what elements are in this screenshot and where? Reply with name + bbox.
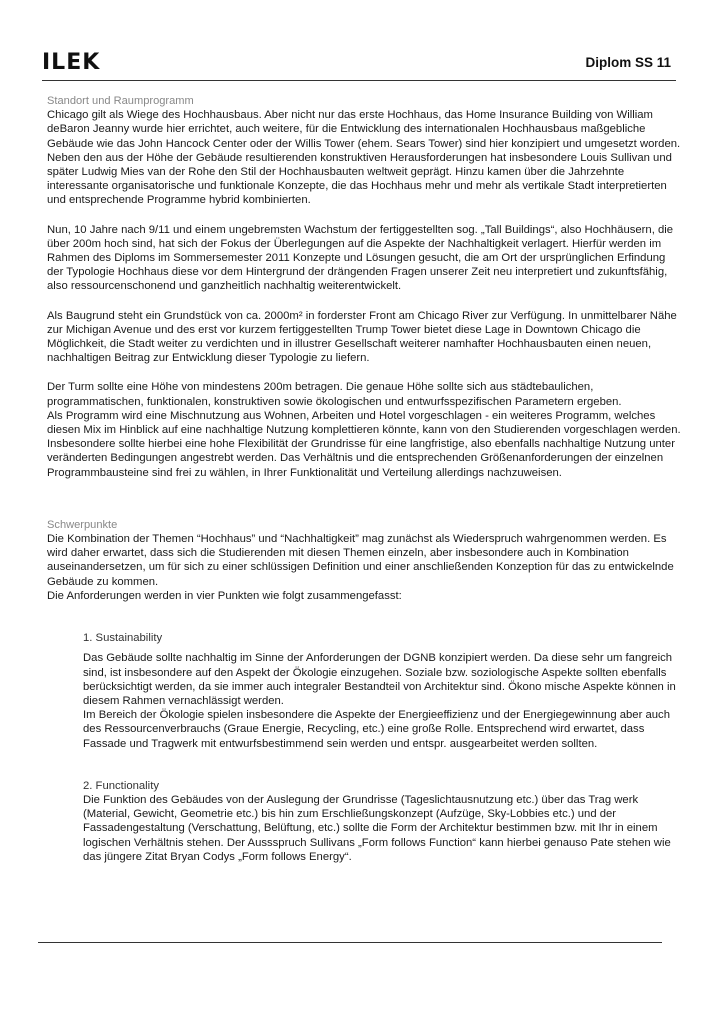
paragraph: Als Baugrund steht ein Grundstück von ca. 2000m² in forderster Front am Chicago River zur Verfügung. In unmittelbarer Nähe zur Michigan Avenue und des erst vor kurzem fertiggestellten Trump Tower bietet diese Lage in Downtown Chicago die Möglichkeit, die Stadt weiter zu verdichten und in illustrer Gesellschaft weiterer namhafter Hochhausbauten einen neuen, nachhaltigen Beitrag zur Entwicklung dieser Typologie zu liefern. bbox=[47, 309, 677, 365]
item-title: 1. Sustainability bbox=[83, 632, 163, 645]
paragraph: Die Anforderungen werden in vier Punkten wie folgt zusammengefasst: bbox=[47, 589, 402, 602]
document-body bbox=[47, 94, 681, 864]
paragraph: Die Funktion des Gebäudes von der Auslegung der Grundrisse (Tageslichtausnutzung etc.) über das Trag werk (Material, Gewicht, Geometrie etc.) bis hin zum Erschließungskonzept (Aufzüge, Sky-Lobbies etc.) und der Fassadengestaltung (Verschattung, Belüftung, etc.) sollte die Form der Architektur bestimmen bzw. mit Ihr in einem logischen Verhältnis stehen. Der Aussspruch Sullivans „Form follows Function“ kann hierbei genauso Pate stehen wie das jüngere Zitat Bryan Codys „Form follows Energy“. bbox=[83, 793, 671, 863]
paragraph: Der Turm sollte eine Höhe von mindestens 200m betragen. Die genaue Höhe sollte sich aus städtebaulichen, programmatischen, funktionalen, konstruktiven sowie ökologischen und entwurfsspezifischen Parametern ergeben. bbox=[47, 381, 622, 408]
item-title: 2. Functionality bbox=[83, 779, 159, 792]
footer-divider bbox=[38, 942, 662, 943]
paragraph: Nun, 10 Jahre nach 9/11 und einem ungebremsten Wachstum der fertiggestellten sog. „Tall Buildings“, also Hochhäusern, die über 200m hoch sind, hat sich der Fokus der Überlegungen auf die Aspekte der Nachhaltigkeit verlagert. Hierfür werden im Rahmen des Diploms im Sommersemester 2011 Konzepte und Lösungen gesucht, die am Ort der ursprünglichen Erfindung der Typologie Hochhaus diese vor dem Hintergrund der drängenden Fragen unserer Zeit neu interpretiert und zukunftsfähig, also ressourcenschonend und ganzheitlich nachhaltig weiterentwickelt. bbox=[47, 223, 674, 293]
ilek-logo: ILEK bbox=[42, 50, 101, 75]
requirement-item-functionality bbox=[83, 779, 683, 864]
document-title: Diplom SS 11 bbox=[585, 55, 671, 70]
header-divider bbox=[42, 80, 676, 81]
paragraph: Die Kombination der Themen “Hochhaus” und “Nachhaltigkeit” mag zunächst als Wiederspruch wahrgenommen werden. Es wird daher erwartet, dass sich die Studierenden mit diesen Themen einzeln, aber insbesondere auch in Kombination auseinandersetzen, um für sich zu einer schlüssigen Definition und einer anschließenden Konzeption für das zu entwickelnde Gebäude zu kommen. bbox=[47, 533, 674, 588]
section-heading-schwerpunkte: Schwerpunkte bbox=[47, 518, 118, 531]
requirement-item-sustainability bbox=[83, 631, 683, 751]
paragraph: Chicago gilt als Wiege des Hochhausbaus. Aber nicht nur das erste Hochhaus, das Home Insurance Building von William deBaron Jeanny wurde hier errichtet, auch weitere, für die Entwicklung des internationalen Hochhausbaus maßgebliche Gebäude wie das John Hancock Center oder der Willis Tower (ehem. Sears Tower) sind hier konzipiert und umgesetzt worden. Neben den aus der Höhe der Gebäude resultierenden konstruktiven Herausforderungen hat insbesondere Louis Sullivan und später Ludwig Mies van der Rohe den Stil der Hochhausbauten weltweit geprägt. Hinzu kamen über die Jahrzehnte interessante organisatorische und funktionale Konzepte, die das Hochhaus mehr und mehr als vertikale Stadt interpretierten und entsprechende Programme hybrid kombinierten. bbox=[47, 109, 681, 207]
paragraph: Als Programm wird eine Mischnutzung aus Wohnen, Arbeiten und Hotel vorgeschlagen - ein weiteres Programm, welches diesen Mix im Hinblick auf eine nachhaltige Nutzung komplettieren könnte, kann von den Studierenden vorgeschlagen werden. Insbesondere sollte hierbei eine hohe Flexibilität der Grundrisse für eine langfristige, also ebenfalls nachhaltige Nutzung unter veränderten Bedingungen angestrebt werden. Das Verhältnis und die entsprechenden Größenanforderungen der einzelnen Programmbausteine sind frei zu wählen, in Ihrer Funktionalität und Verteilung allerdings nachzuweisen. bbox=[47, 409, 681, 479]
section-heading-standort: Standort und Raumprogramm bbox=[47, 95, 194, 107]
paragraph: Das Gebäude sollte nachhaltig im Sinne der Anforderungen der DGNB konzipiert werden. Da diese sehr um fangreich sind, ist insbesondere auf den Aspekt der Ökologie einzugehen. Soziale bzw. soziologische Aspekte sollten ebenfalls berücksichtigt werden, da sie immer auch integraler Bestandteil von Architektur sind. Ökono mische Aspekte können in diesem Rahmen vernachlässigt werden. bbox=[83, 652, 676, 707]
paragraph: Im Bereich der Ökologie spielen insbesondere die Aspekte der Energieeffizienz und der Energiegewinnung aber auch des Ressourcenverbrauchs (Graue Energie, Recycling, etc.) eine große Rolle. Entsprechend wird erwartet, dass Fassade und Tragwerk mit entwurfsbestimmend sein werden und entspr. ausgearbeitet werden sollten. bbox=[83, 709, 670, 750]
